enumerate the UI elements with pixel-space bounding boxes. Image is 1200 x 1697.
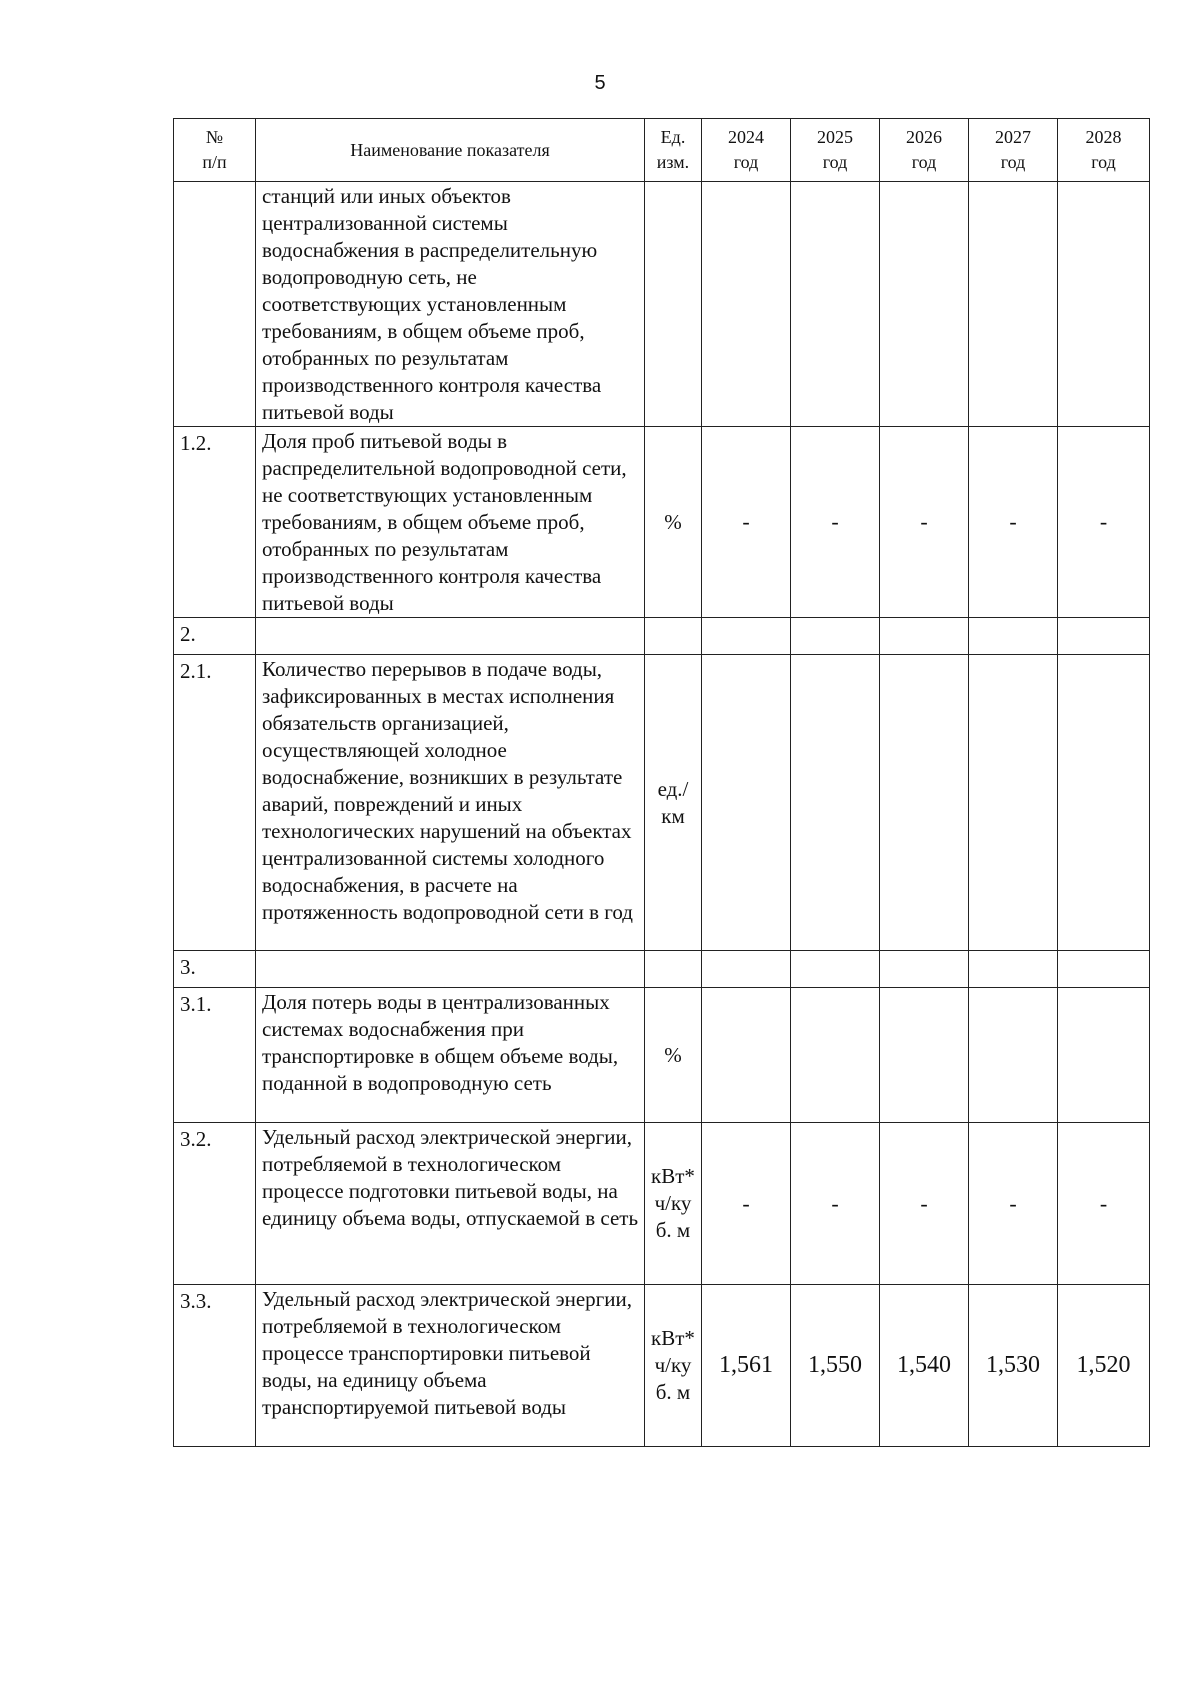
header-name	[256, 119, 645, 182]
row-name: Доля проб питьевой воды в распределительной водопроводной сети, не соответствующих установленным требованиям, в общем объеме проб, отобранных по результатам производственного контроля качества питьевой воды	[256, 427, 645, 618]
table-row	[174, 182, 1150, 427]
row-name	[256, 618, 645, 655]
table-row	[174, 1285, 1150, 1447]
row-value: 1,550	[791, 1285, 880, 1447]
row-name	[256, 951, 645, 988]
page-number: 5	[594, 72, 606, 94]
row-value: -	[969, 427, 1058, 618]
row-unit: %	[645, 427, 702, 618]
row-value	[702, 655, 791, 951]
row-value: -	[1058, 1123, 1150, 1285]
row-value	[702, 618, 791, 655]
table-header-row	[174, 119, 1150, 182]
row-value	[969, 182, 1058, 427]
header-unit	[645, 119, 702, 182]
row-value: 1,540	[880, 1285, 969, 1447]
table-row	[174, 618, 1150, 655]
row-value: 1,561	[702, 1285, 791, 1447]
row-value	[791, 655, 880, 951]
row-num: 2.	[174, 618, 256, 655]
row-value: -	[791, 1123, 880, 1285]
row-value: -	[702, 1123, 791, 1285]
row-value	[880, 951, 969, 988]
row-unit	[645, 951, 702, 988]
row-value: 1,530	[969, 1285, 1058, 1447]
row-name: станций или иных объектов централизованной системы водоснабжения в распределительную водопроводную сеть, не соответствующих установленным требованиям, в общем объеме проб, отобранных по результатам производственного контроля качества питьевой воды	[256, 182, 645, 427]
row-value	[1058, 951, 1150, 988]
row-value: -	[1058, 427, 1150, 618]
row-name: Удельный расход электрической энергии, потребляемой в технологическом процессе транспортировки питьевой воды, на единицу объема транспортируемой питьевой воды	[256, 1285, 645, 1447]
row-value	[791, 988, 880, 1123]
row-value: -	[791, 427, 880, 618]
header-year-2026	[880, 119, 969, 182]
row-value	[969, 988, 1058, 1123]
row-value	[791, 951, 880, 988]
header-year-text: 2024 год	[728, 127, 764, 172]
row-value: -	[880, 427, 969, 618]
header-year-2027	[969, 119, 1058, 182]
row-value	[880, 988, 969, 1123]
row-unit: ед./ км	[645, 655, 702, 951]
row-value	[1058, 182, 1150, 427]
row-value	[1058, 618, 1150, 655]
header-unit-text: Ед. изм.	[656, 127, 690, 172]
row-num: 3.1.	[174, 988, 256, 1123]
row-value	[1058, 988, 1150, 1123]
header-year-2024	[702, 119, 791, 182]
row-name: Доля потерь воды в централизованных системах водоснабжения при транспортировке в общем объеме воды, поданной в водопроводную сеть	[256, 988, 645, 1123]
header-year-text: 2027 год	[995, 127, 1031, 172]
row-value	[1058, 655, 1150, 951]
row-value	[969, 951, 1058, 988]
row-value	[880, 182, 969, 427]
row-unit	[645, 182, 702, 427]
row-value	[880, 655, 969, 951]
indicators-table	[173, 118, 1150, 1447]
header-year-text: 2028 год	[1085, 127, 1122, 172]
row-unit	[645, 618, 702, 655]
row-unit: кВт* ч/ку б. м	[645, 1285, 702, 1447]
row-value	[702, 951, 791, 988]
table-row	[174, 427, 1150, 618]
row-value: 1,520	[1058, 1285, 1150, 1447]
header-year-2028	[1058, 119, 1150, 182]
row-value	[791, 618, 880, 655]
table-row	[174, 988, 1150, 1123]
row-value	[702, 988, 791, 1123]
row-value	[702, 182, 791, 427]
row-num: 3.	[174, 951, 256, 988]
table-row	[174, 655, 1150, 951]
row-num: 1.2.	[174, 427, 256, 618]
header-name-text: Наименование показателя	[350, 139, 550, 160]
row-value	[969, 655, 1058, 951]
row-name: Количество перерывов в подаче воды, зафиксированных в местах исполнения обязательств организацией, осуществляющей холодное водоснабжение, возникших в результате аварий, повреждений и иных технологических нарушений на объектах централизованной системы холодного водоснабжения, в расчете на протяженность водопроводной сети в год	[256, 655, 645, 951]
row-num: 3.2.	[174, 1123, 256, 1285]
row-value: -	[969, 1123, 1058, 1285]
header-year-text: 2026 год	[906, 127, 942, 172]
header-year-text: 2025 год	[817, 127, 853, 172]
row-value	[791, 182, 880, 427]
row-num: 2.1.	[174, 655, 256, 951]
row-value	[969, 618, 1058, 655]
row-value: -	[880, 1123, 969, 1285]
table-row	[174, 1123, 1150, 1285]
row-value	[880, 618, 969, 655]
row-num	[174, 182, 256, 427]
header-num	[174, 119, 256, 182]
row-num: 3.3.	[174, 1285, 256, 1447]
header-num-text: № п/п	[202, 127, 227, 172]
row-value: -	[702, 427, 791, 618]
row-unit: кВт* ч/ку б. м	[645, 1123, 702, 1285]
table-row	[174, 951, 1150, 988]
header-year-2025	[791, 119, 880, 182]
row-unit: %	[645, 988, 702, 1123]
row-name: Удельный расход электрической энергии, потребляемой в технологическом процессе подготовки питьевой воды, на единицу объема воды, отпускаемой в сеть	[256, 1123, 645, 1285]
